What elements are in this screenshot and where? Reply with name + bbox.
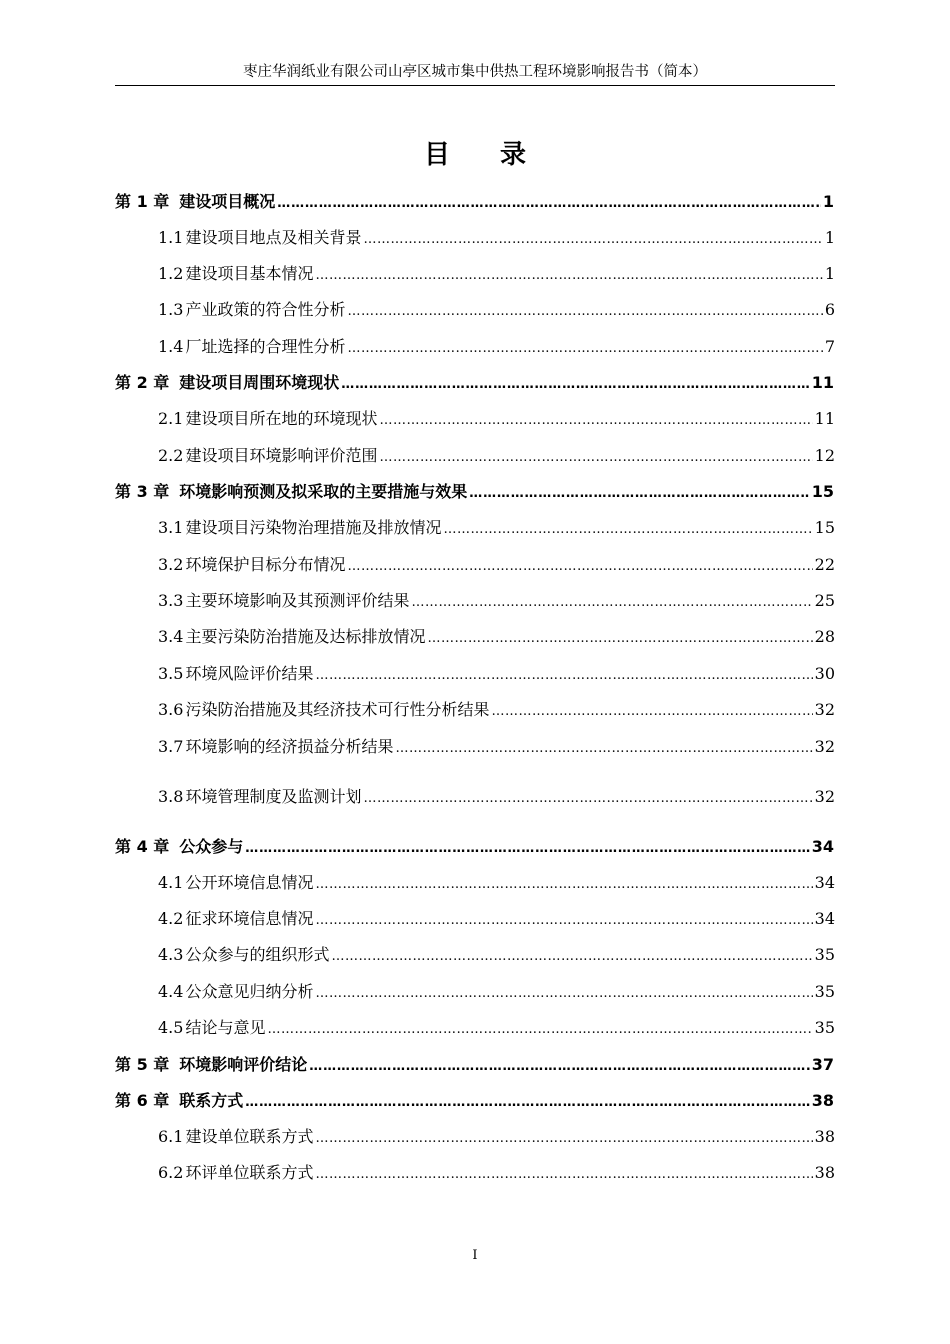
toc-entry-label: 产业政策的符合性分析 [185, 300, 346, 319]
page-number: I [472, 1248, 478, 1263]
toc-entry-page: 28 [814, 627, 835, 646]
dot-leader [427, 627, 812, 651]
toc-entry-label: 主要污染防治措施及达标排放情况 [185, 627, 426, 646]
toc-entry-number: 4.1 [158, 873, 184, 892]
toc-entry-page: 32 [814, 700, 835, 719]
dot-leader [245, 837, 809, 861]
toc-entry-label: 公众参与的组织形式 [185, 945, 330, 964]
toc-entry-label: 环境影响的经济损益分析结果 [185, 737, 394, 756]
toc-entry-page: 35 [814, 982, 835, 1001]
toc-entry-label: 公开环境信息情况 [185, 873, 314, 892]
toc-section-entry[interactable] [158, 1125, 835, 1149]
toc-entry-page: 6 [824, 300, 835, 319]
toc-section-entry[interactable] [158, 871, 835, 895]
toc-section-entry[interactable] [158, 980, 835, 1004]
toc-section-entry[interactable] [158, 226, 835, 250]
toc-entry-label: 环境影响评价结论 [179, 1055, 308, 1074]
dot-leader [277, 192, 821, 216]
toc-section-entry[interactable] [158, 298, 835, 322]
toc-section-entry[interactable] [158, 335, 835, 359]
toc-entry-page: 11 [814, 409, 835, 428]
toc-entry-page: 35 [814, 945, 835, 964]
dot-leader [443, 518, 812, 542]
toc-section-entry[interactable] [158, 735, 835, 759]
toc-entry-number: 3.7 [158, 737, 184, 756]
toc-entry-label: 建设项目环境影响评价范围 [185, 446, 378, 465]
dot-leader [363, 787, 812, 811]
dot-leader [267, 1018, 812, 1042]
toc-title: 目录 [423, 140, 576, 170]
toc-entry-number: 2.2 [158, 446, 184, 465]
toc-entry-label: 建设项目概况 [179, 192, 276, 211]
toc-entry-number: 第 1 章 [115, 192, 170, 211]
toc-section-entry[interactable] [158, 662, 835, 686]
toc-entry-number: 1.4 [158, 337, 184, 356]
toc-entry-label: 环境风险评价结果 [185, 664, 314, 683]
toc-entry-page: 1 [824, 228, 835, 247]
toc-section-entry[interactable] [158, 444, 835, 468]
toc-entry-label: 联系方式 [179, 1091, 244, 1110]
toc-entry-label: 环境影响预测及拟采取的主要措施与效果 [179, 482, 468, 501]
toc-entry-page: 38 [814, 1163, 835, 1182]
dot-leader [309, 1055, 809, 1079]
toc-entry-number: 3.6 [158, 700, 184, 719]
toc-section-entry[interactable] [158, 698, 835, 722]
toc-entry-page: 38 [814, 1127, 835, 1146]
toc-entry-number: 3.1 [158, 518, 184, 537]
toc-section-entry[interactable] [158, 589, 835, 613]
toc-entry-number: 1.3 [158, 300, 184, 319]
toc-entry-number: 第 5 章 [115, 1055, 170, 1074]
toc-entry-number: 第 6 章 [115, 1091, 170, 1110]
toc-entry-page: 11 [811, 373, 834, 392]
dot-leader [363, 228, 822, 252]
toc-entry-page: 22 [814, 555, 835, 574]
dot-leader [315, 264, 822, 288]
toc-entry-number: 第 2 章 [115, 373, 170, 392]
dot-leader [379, 409, 812, 433]
toc-entry-number: 3.3 [158, 591, 184, 610]
toc-section-entry[interactable] [158, 1016, 835, 1040]
toc-entry-label: 建设项目周围环境现状 [179, 373, 340, 392]
toc-section-entry[interactable] [158, 553, 835, 577]
dot-leader [469, 482, 809, 506]
toc-section-entry[interactable] [158, 785, 835, 809]
toc-entry-label: 建设项目污染物治理措施及排放情况 [185, 518, 442, 537]
dot-leader [315, 982, 812, 1006]
toc-entry-page: 15 [814, 518, 835, 537]
toc-entry-page: 38 [811, 1091, 834, 1110]
toc-entry-number: 3.5 [158, 664, 184, 683]
toc-entry-number: 4.3 [158, 945, 184, 964]
toc-entry-label: 环评单位联系方式 [185, 1163, 314, 1182]
toc-entry-number: 3.2 [158, 555, 184, 574]
toc-entry-page: 37 [811, 1055, 834, 1074]
toc-entry-page: 1 [824, 264, 835, 283]
dot-leader [395, 737, 812, 761]
toc-entry-page: 1 [822, 192, 834, 211]
toc-entry-number: 3.4 [158, 627, 184, 646]
toc-entry-number: 1.1 [158, 228, 184, 247]
toc-entry-number: 6.2 [158, 1163, 184, 1182]
running-header: 枣庄华润纸业有限公司山亭区城市集中供热工程环境影响报告书（简本） [243, 64, 707, 80]
toc-section-entry[interactable] [158, 907, 835, 931]
toc-section-entry[interactable] [158, 1161, 835, 1185]
toc-entry-page: 7 [824, 337, 835, 356]
toc-entry-label: 公众意见归纳分析 [185, 982, 314, 1001]
toc-chapter-entry[interactable] [115, 1053, 834, 1077]
dot-leader [347, 337, 822, 361]
toc-entry-number: 6.1 [158, 1127, 184, 1146]
toc-entry-label: 主要环境影响及其预测评价结果 [185, 591, 410, 610]
toc-entry-label: 环境保护目标分布情况 [185, 555, 346, 574]
dot-leader [315, 909, 812, 933]
toc-entry-number: 4.2 [158, 909, 184, 928]
toc-entry-page: 32 [814, 787, 835, 806]
toc-section-entry[interactable] [158, 407, 835, 431]
toc-chapter-entry[interactable] [115, 835, 834, 859]
toc-entry-page: 34 [811, 837, 834, 856]
toc-entry-page: 34 [814, 909, 835, 928]
toc-section-entry[interactable] [158, 625, 835, 649]
toc-entry-number: 第 4 章 [115, 837, 170, 856]
toc-entry-page: 15 [811, 482, 834, 501]
dot-leader [315, 1127, 812, 1151]
toc-section-entry[interactable] [158, 943, 835, 967]
dot-leader [331, 945, 812, 969]
toc-entry-label: 厂址选择的合理性分析 [185, 337, 346, 356]
toc-entry-label: 公众参与 [179, 837, 244, 856]
toc-entry-label: 结论与意见 [185, 1018, 266, 1037]
toc-entry-label: 环境管理制度及监测计划 [185, 787, 362, 806]
toc-entry-label: 征求环境信息情况 [185, 909, 314, 928]
toc-entry-label: 污染防治措施及其经济技术可行性分析结果 [185, 700, 490, 719]
toc-chapter-entry[interactable] [115, 190, 834, 214]
toc-entry-page: 35 [814, 1018, 835, 1037]
dot-leader [245, 1091, 809, 1115]
toc-entry-page: 12 [814, 446, 835, 465]
dot-leader [379, 446, 812, 470]
toc-entry-number: 第 3 章 [115, 482, 170, 501]
toc-entry-number: 1.2 [158, 264, 184, 283]
toc-entry-page: 25 [814, 591, 835, 610]
dot-leader [341, 373, 809, 397]
toc-entry-page: 34 [814, 873, 835, 892]
toc-entry-label: 建设单位联系方式 [185, 1127, 314, 1146]
toc-chapter-entry[interactable] [115, 371, 834, 395]
dot-leader [315, 1163, 812, 1187]
toc-section-entry[interactable] [158, 262, 835, 286]
toc-entry-page: 32 [814, 737, 835, 756]
dot-leader [491, 700, 812, 724]
toc-entry-label: 建设项目地点及相关背景 [185, 228, 362, 247]
dot-leader [315, 873, 812, 897]
toc-entry-page: 30 [814, 664, 835, 683]
toc-entry-number: 4.4 [158, 982, 184, 1001]
dot-leader [315, 664, 812, 688]
dot-leader [347, 555, 812, 579]
toc-chapter-entry[interactable] [115, 1089, 834, 1113]
toc-section-entry[interactable] [158, 516, 835, 540]
dot-leader [411, 591, 812, 615]
toc-entry-number: 4.5 [158, 1018, 184, 1037]
toc-entry-label: 建设项目基本情况 [185, 264, 314, 283]
toc-entry-number: 3.8 [158, 787, 184, 806]
toc-entry-label: 建设项目所在地的环境现状 [185, 409, 378, 428]
toc-entry-number: 2.1 [158, 409, 184, 428]
dot-leader [347, 300, 822, 324]
header-rule [115, 85, 835, 86]
toc-chapter-entry[interactable] [115, 480, 834, 504]
